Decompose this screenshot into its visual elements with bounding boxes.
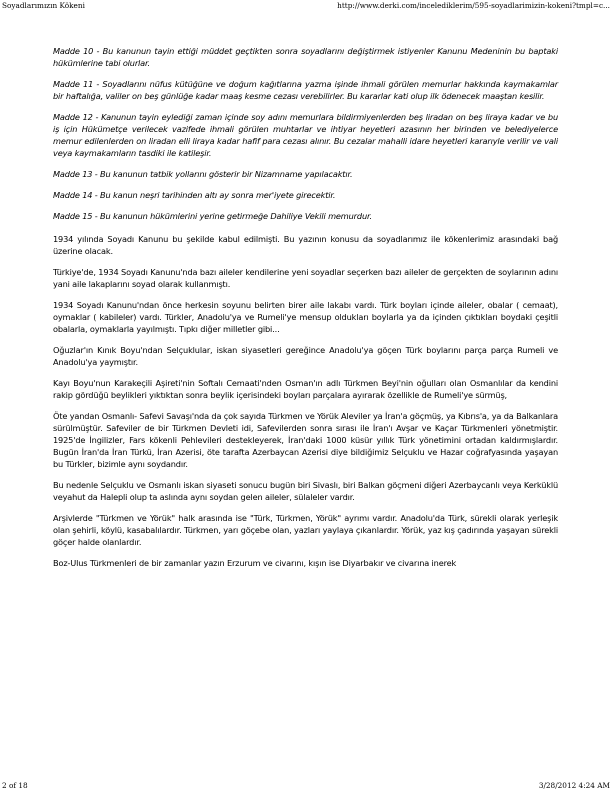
paragraph: Türkiye'de, 1934 Soyadı Kanunu'nda bazı aileler kendilerine yeni soyadlar seçerken bazı aileler de gerçekten de soylarının adını yani aile lakaplarını soyad olarak kullanmıştı. (53, 267, 558, 289)
paragraph: Madde 15 - Bu kanunun hükümlerini yerine getirmeğe Dahiliye Vekili memurdur. (53, 211, 372, 221)
paragraph: Madde 10 - Bu kanunun tayin ettiği müddet geçtikten sonra soyadlarını değiştirmek istiyenler Kanunu Medeninin bu baptaki hükümlerine tabi olurlar. (53, 46, 558, 68)
paragraph: Madde 11 - Soyadlarını nüfus kütüğüne ve doğum kağıtlarına yazma işinde ihmali görülen memurlar hakkında kaymakamlar bir haftalığa, valiler on beş günlüğe kadar maaş kesme cezası verebilirler. Bu kararlar kati olup ilk ödenecek maaştan kesilir. (53, 79, 558, 101)
paragraph: Madde 13 - Bu kanunun tatbik yollarını gösterir bir Nizamname yapılacaktır. (53, 169, 353, 179)
paragraph: Kayı Boyu'nun Karakeçili Aşireti'nin Softalı Cemaati'nden Osman'ın adlı Türkmen Beyi'nin oğulları olan Osmanlılar da kendini rakip gördüğü beylikleri yıktıktan sonra beylik içerisindeki boyları parçalara ayırarak özellikle de Rumeli'ye sürmüş, (53, 378, 558, 400)
page-number: 2 of 18 (2, 781, 28, 790)
paragraph: Madde 14 - Bu kanun neşri tarihinden altı ay sonra mer'iyete girecektir. (53, 190, 336, 200)
paragraph: Arşivlerde "Türkmen ve Yörük" halk arasında ise "Türk, Türkmen, Yörük" ayrımı vardır. Anadolu'da Türk, sürekli olarak yerleşik olan şehirli, köylü, kasabalılardır. Türkmen, yarı göçebe olan, yazları yaylaya çıkanlardır. Yörük, yaz kış çadırında yaşayan sürekli göçer halde olanlardır. (53, 513, 558, 547)
paragraph: 1934 Soyadı Kanunu'ndan önce herkesin soyunu belirten birer aile lakabı vardı. Türk boyları içinde aileler, obalar ( cemaat), oymaklar ( kabileler) vardı. Türkler, Anadolu'ya ve Rumeli'ye mensup oldukları boylarla ya da içinden çıktıkları boydaki çeşitli obalarla, oymaklarla yayılmıştı. Tıpkı diğer milletler gibi... (53, 300, 558, 334)
paragraph: Bu nedenle Selçuklu ve Osmanlı iskan siyaseti sonucu bugün biri Sivaslı, biri Balkan göçmeni diğeri Azerbaycanlı veya Kerküklü veyahut da Halepli olup ta aslında aynı soydan gelen aileler, sülaleler vardır. (53, 480, 558, 502)
paragraph: Oğuzlar'ın Kınık Boyu'ndan Selçuklular, iskan siyasetleri gereğince Anadolu'ya göçen Türk boylarını parça parça Rumeli ve Anadolu'ya yaymıştır. (53, 345, 558, 367)
header-url: http://www.derki.com/incelediklerim/595-soyadlarimizin-kokeni?tmpl=c... (337, 1, 610, 10)
paragraph: Öte yandan Osmanlı- Safevi Savaşı'nda da çok sayıda Türkmen ve Yörük Aleviler ya İran'a göçmüş, ya Kıbrıs'a, ya da Balkanlara sürülmüştür. Safeviler de bir Türkmen Devleti idi, Safevilerden sonra sırası ile İran'ı Avşar ve Kaçar Türkmenleri yönetmiştir. 1925'de İngilizler, Fars kökenli Pehlevileri destekleyerek, İran'daki 1000 küsür yıllık Türk yönetimini ortadan kaldırmışlardır. Bugün İran'da İran Türkü, İran Azerisi, öte tarafta Azerbaycan Azerisi diye bildiğimiz Selçuklu ve Hazar coğrafyasında yaşayan bu Türkler, bizimle aynı soydandır. (53, 411, 558, 469)
paragraph: 1934 yılında Soyadı Kanunu bu şekilde kabul edilmişti. Bu yazının konusu da soyadlarımız ile kökenlerimiz arasındaki bağ üzerine olacak. (53, 234, 558, 256)
paragraph: Boz-Ulus Türkmenleri de bir zamanlar yazın Erzurum ve civarını, kışın ise Diyarbakır ve civarına inerek (53, 558, 457, 568)
document-body (53, 45, 558, 578)
print-timestamp: 3/28/2012 4:24 AM (538, 781, 610, 790)
header-title: Soyadlarımızın Kökeni (2, 1, 85, 10)
paragraph: Madde 12 - Kanunun tayin eylediği zaman içinde soy adını memurlara bildirmiyenlerden beş liradan on beş liraya kadar ve bu iş için Hükümetçe verilecek vazifede ihmali görülen muhtarlar ve ihtiyar heyetleri azasının her birinden ve belediyelerce memur edilenlerden on liradan elli liraya kadar hafif para cezası alınır. Bu cezalar mahalli idare heyetleri kararıyle verilir ve vali veya kaymakamların tasdiki ile katileşir. (53, 112, 558, 158)
